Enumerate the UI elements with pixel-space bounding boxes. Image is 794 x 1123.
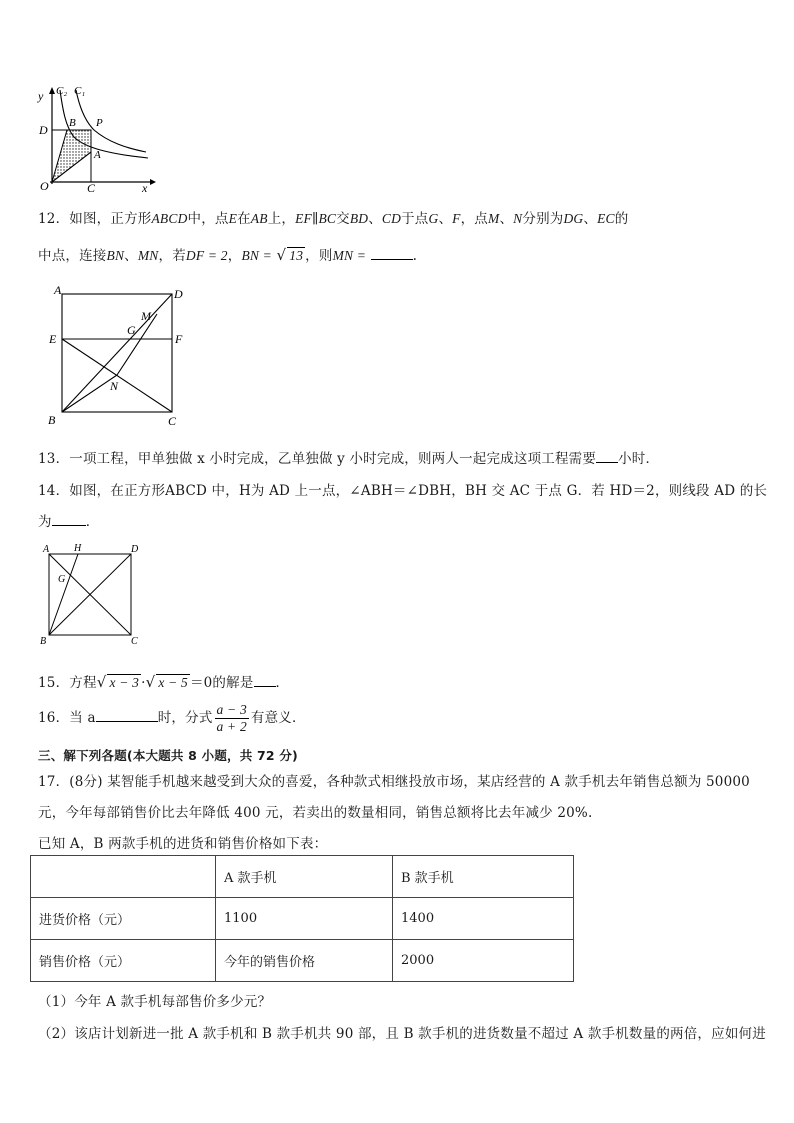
q12-bn-eq: BN = [241,248,272,263]
q12-e: E [228,211,238,226]
q12-text: 于点 [401,211,429,227]
figure-square-abcd-h [36,540,146,646]
label-x: x [142,181,148,194]
answer-blank-13[interactable] [596,450,618,463]
q12-text: 、 [499,211,514,227]
q12-text: 的 [614,211,629,227]
question-17-line-3: 已知 A，B 两款手机的进货和销售价格如下表： [38,836,328,852]
answer-blank-15[interactable] [254,674,276,687]
q12-mn: MN [137,248,159,263]
q12-f: F [452,211,461,226]
q12-ec: EC [597,211,615,226]
question-12-line-2 [38,244,417,264]
q16-numerator: a − 3 [216,702,247,717]
q12-cd: CD [381,211,402,226]
table-row [31,898,574,940]
line-bd [62,294,172,412]
q12-number: 12． [38,211,70,227]
question-16 [38,702,306,735]
q12-text: . [412,248,418,264]
q12-text: ，点 [460,211,488,227]
fig12-label-n: N [110,379,119,393]
answer-blank-12[interactable] [371,247,413,260]
label-a: A [94,149,101,161]
q12-text: 、 [583,211,598,227]
table-header-row [31,856,574,898]
q12-bd: BD [349,211,369,226]
fig14-label-c: C [131,636,138,646]
q16-tail: 有意义． [250,710,306,726]
figure-square-efmn [44,284,194,430]
table-cell: 今年的销售价格 [216,940,393,982]
q15-tail: ． [275,675,290,691]
q12-text: ， [227,248,242,264]
q12-text: 交 [336,211,350,227]
q15-text: ＝0的解是 [189,675,254,691]
q12-text: 中，点 [187,211,229,227]
table-cell: 1400 [393,898,574,940]
sqrt-icon: √ [145,673,156,691]
question-14-line-2 [38,510,99,530]
fig12-label-g: G [127,323,136,337]
table-cell: 销售价格（元） [31,940,216,982]
q12-text: ，则 [305,248,333,264]
question-12-line-1 [38,207,628,227]
fig12-label-b: B [48,413,56,427]
question-14-line-1: 14．如图，在正方形ABCD 中，H为 AD 上一点，∠ABH＝∠DBH，BH 交 AC 于点 G．若 HD＝2，则线段 AD 的长 [38,483,768,499]
figure-hyperbola [30,82,160,194]
label-y: y [38,89,44,103]
line-bn [62,375,117,412]
q16-fraction [215,702,249,735]
fig12-label-f: F [175,332,183,346]
q12-text: 分别为 [522,211,564,227]
label-c2: C₂ [56,85,68,97]
q16-text: 时，分式 [157,710,213,726]
label-o: O [40,179,49,193]
q12-bn: BN [106,248,125,263]
label-p: P [96,117,103,129]
fig14-label-b: B [40,636,47,646]
q12-text: 如图，正方形 [69,211,152,227]
q13-text: 13．一项工程，甲单独做 x 小时完成，乙单独做 y 小时完成，则两人一起完成这项工程需要 [38,451,597,467]
q12-parallel: ∥ [312,211,319,227]
q16-denominator: a + 2 [216,719,247,734]
sqrt-icon: √ [276,246,287,264]
sqrt-icon: √ [96,673,107,691]
fig14-label-a: A [43,544,50,555]
label-c: C [87,181,96,194]
question-13 [38,447,659,467]
price-table [30,855,574,982]
y-axis-arrow [49,87,55,94]
table-cell: 1100 [216,898,393,940]
q12-bc: BC [318,211,337,226]
fig14-label-g: G [58,574,66,585]
q12-text: ，若 [158,248,186,264]
section-3-heading: 三、解下列各题(本大题共 8 小题，共 72 分) [38,748,298,763]
fig12-label-m: M [141,309,151,323]
q12-n: N [513,211,523,226]
fig14-label-h: H [74,543,82,554]
question-17-sub-2: （2）该店计划新进一批 A 款手机和 B 款手机共 90 部，且 B 款手机的进货数量不超过 A 款手机数量的两倍，应如何进 [38,1026,766,1042]
q15-dot: · [141,675,146,691]
table-cell: 进货价格（元） [31,898,216,940]
answer-blank-16[interactable] [96,709,158,722]
fig12-label-c: C [168,414,177,428]
x-axis-arrow [150,179,156,185]
answer-blank-14[interactable] [52,513,86,526]
table-cell: A 款手机 [216,856,393,898]
q12-m: M [488,211,500,226]
label-c1: C₁ [74,85,86,97]
q13-tail: 小时． [618,451,660,467]
question-17-sub-1: （1）今年 A 款手机每部售价多少元？ [38,994,272,1010]
question-17-line-1: 17．(8分) 某智能手机越来越受到大众的喜爱，各种款式相继投放市场，某店经营的 A 款手机去年销售总额为 50000 [38,774,750,790]
fig12-label-e: E [49,332,57,346]
q12-text: 、 [438,211,453,227]
label-d: D [39,123,48,137]
q12-text: 上， [267,211,296,227]
q12-text: 在 [237,211,251,227]
q12-ab: AB [250,211,268,226]
q12-ef: EF [295,211,313,226]
line-mn [117,314,157,375]
q12-dg: DG [563,211,584,226]
question-17-line-2: 元，今年每部销售价比去年降低 400 元，若卖出的数量相同，销售总额将比去年减少 20%. [38,805,593,821]
q12-text: 、 [368,211,382,227]
q12-mn-eq: MN = [332,248,367,263]
fig12-label-a: A [54,284,62,297]
question-15 [38,671,289,691]
q12-text: 、 [124,248,138,264]
q12-abcd: ABCD [151,211,188,226]
q12-df: DF = 2 [185,248,228,263]
line-bh [49,554,78,635]
q15-radicand-1: x − 3 [109,675,140,690]
fig14-label-d: D [131,544,139,555]
label-b: B [69,117,76,129]
q15-radicand-2: x − 5 [158,675,188,690]
q14-text: ． [85,514,100,530]
q15-text: 15．方程 [38,675,97,691]
q12-text: 中点，连接 [38,248,107,264]
fig12-label-d: D [174,287,183,301]
table-cell [31,856,216,898]
table-row [31,940,574,982]
q16-text: 16．当 a [38,710,96,726]
q12-g: G [428,211,439,226]
table-cell: 2000 [393,940,574,982]
q14-text: 为 [38,514,52,530]
table-cell: B 款手机 [393,856,574,898]
q12-root: 13 [289,248,304,263]
